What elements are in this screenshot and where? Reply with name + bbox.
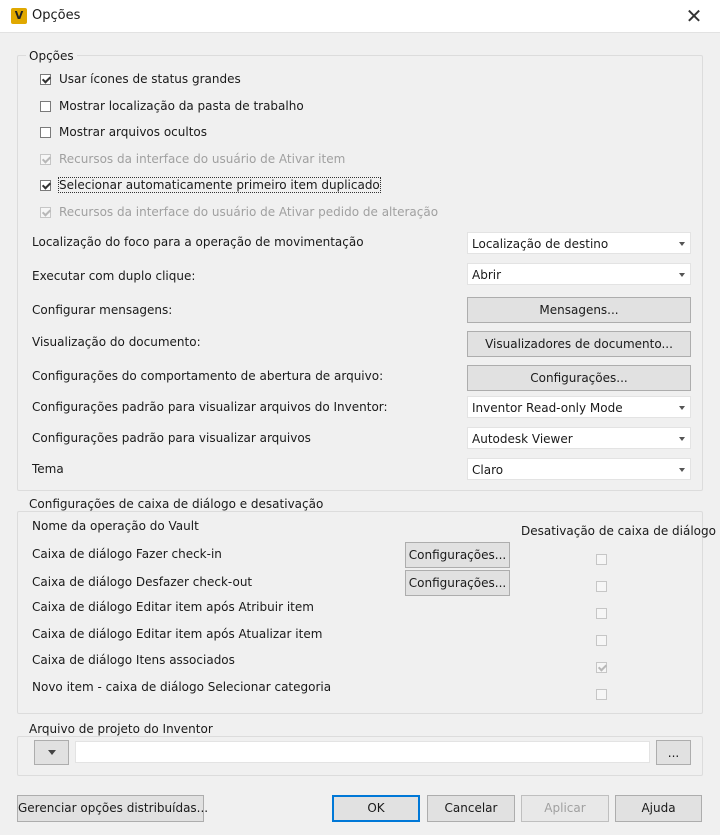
- double-click-dropdown[interactable]: [467, 263, 691, 285]
- chevron-down-icon: [679, 406, 685, 410]
- show-working-folder-label[interactable]: Mostrar localização da pasta de trabalho: [59, 99, 304, 113]
- browse-project-button[interactable]: ...: [656, 740, 691, 765]
- inventor-view-dropdown[interactable]: [467, 396, 691, 418]
- triangle-down-icon: [48, 750, 56, 755]
- select-category-suppress-checkbox: [596, 689, 607, 700]
- file-open-behavior-label: Configurações do comportamento de abertura de arquivo:: [32, 369, 384, 383]
- large-status-icons-label[interactable]: Usar ícones de status grandes: [59, 72, 241, 86]
- inventor-view-value: Inventor Read-only Mode: [472, 401, 623, 415]
- theme-value: Claro: [472, 463, 504, 477]
- double-click-label: Executar com duplo clique:: [32, 269, 196, 283]
- focus-location-dropdown[interactable]: [467, 232, 691, 254]
- associated-items-label: Caixa de diálogo Itens associados: [32, 653, 235, 667]
- window-title: Opções: [32, 8, 81, 23]
- inventor-project-legend: Arquivo de projeto do Inventor: [26, 722, 216, 736]
- chevron-down-icon: [679, 273, 685, 277]
- associated-items-suppress-checkbox: [596, 662, 607, 673]
- checkin-suppress-checkbox: [596, 554, 607, 565]
- focus-location-label: Localização do foco para a operação de movimentação: [32, 235, 364, 249]
- manage-distributed-options-button[interactable]: Gerenciar opções distribuídas...: [17, 795, 204, 822]
- configure-messages-label: Configurar mensagens:: [32, 303, 173, 317]
- help-button[interactable]: Ajuda: [615, 795, 702, 822]
- project-file-path-input[interactable]: [75, 741, 650, 763]
- edit-after-update-suppress-checkbox: [596, 635, 607, 646]
- document-preview-label: Visualização do documento:: [32, 335, 201, 349]
- auto-select-duplicate-checkbox[interactable]: [40, 180, 51, 191]
- theme-dropdown[interactable]: [467, 458, 691, 480]
- chevron-down-icon: [679, 437, 685, 441]
- edit-after-assign-suppress-checkbox: [596, 608, 607, 619]
- enable-item-ui-checkbox: [40, 154, 51, 165]
- inventor-view-label: Configurações padrão para visualizar arquivos do Inventor:: [32, 400, 388, 414]
- show-hidden-files-label[interactable]: Mostrar arquivos ocultos: [59, 125, 208, 139]
- large-status-icons-checkbox[interactable]: [40, 74, 51, 85]
- file-view-dropdown[interactable]: [467, 427, 691, 449]
- enable-change-order-ui-label: Recursos da interface do usuário de Ativar pedido de alteração: [59, 205, 439, 219]
- file-open-settings-button[interactable]: Configurações...: [467, 365, 691, 391]
- file-view-label: Configurações padrão para visualizar arquivos: [32, 431, 311, 445]
- close-button[interactable]: [676, 4, 712, 28]
- chevron-down-icon: [679, 242, 685, 246]
- undo-checkout-settings-button[interactable]: Configurações...: [405, 570, 510, 596]
- chevron-down-icon: [679, 468, 685, 472]
- title-bar: [0, 0, 720, 32]
- edit-after-assign-label: Caixa de diálogo Editar item após Atribuir item: [32, 600, 314, 614]
- select-category-label: Novo item - caixa de diálogo Selecionar categoria: [32, 680, 332, 694]
- show-working-folder-checkbox[interactable]: [40, 101, 51, 112]
- theme-label: Tema: [32, 462, 64, 476]
- checkin-settings-button[interactable]: Configurações...: [405, 542, 510, 568]
- double-click-value: Abrir: [472, 268, 502, 282]
- close-icon: ✕: [685, 4, 703, 28]
- edit-after-update-label: Caixa de diálogo Editar item após Atualizar item: [32, 627, 323, 641]
- checkin-dialog-label: Caixa de diálogo Fazer check-in: [32, 547, 222, 561]
- auto-select-duplicate-label[interactable]: Selecionar automaticamente primeiro item duplicado: [59, 178, 380, 192]
- file-view-value: Autodesk Viewer: [472, 432, 573, 446]
- show-hidden-files-checkbox[interactable]: [40, 127, 51, 138]
- enable-item-ui-label: Recursos da interface do usuário de Ativar item: [59, 152, 346, 166]
- options-group-legend: Opções: [26, 49, 77, 63]
- enable-change-order-ui-checkbox: [40, 207, 51, 218]
- document-viewers-button[interactable]: Visualizadores de documento...: [467, 331, 691, 357]
- cancel-button[interactable]: Cancelar: [427, 795, 515, 822]
- dialog-settings-legend: Configurações de caixa de diálogo e desativação: [26, 497, 326, 511]
- dialog-suppression-header: Desativação de caixa de diálogo: [521, 524, 716, 538]
- undo-checkout-dialog-label: Caixa de diálogo Desfazer check-out: [32, 575, 253, 589]
- vault-operation-header: Nome da operação do Vault: [32, 519, 199, 533]
- apply-button: Aplicar: [521, 795, 609, 822]
- project-dropdown-button[interactable]: [34, 740, 69, 765]
- app-icon: V: [11, 8, 27, 24]
- ok-button[interactable]: OK: [332, 795, 420, 822]
- focus-location-value: Localização de destino: [472, 237, 609, 251]
- undo-checkout-suppress-checkbox: [596, 581, 607, 592]
- messages-button[interactable]: Mensagens...: [467, 297, 691, 323]
